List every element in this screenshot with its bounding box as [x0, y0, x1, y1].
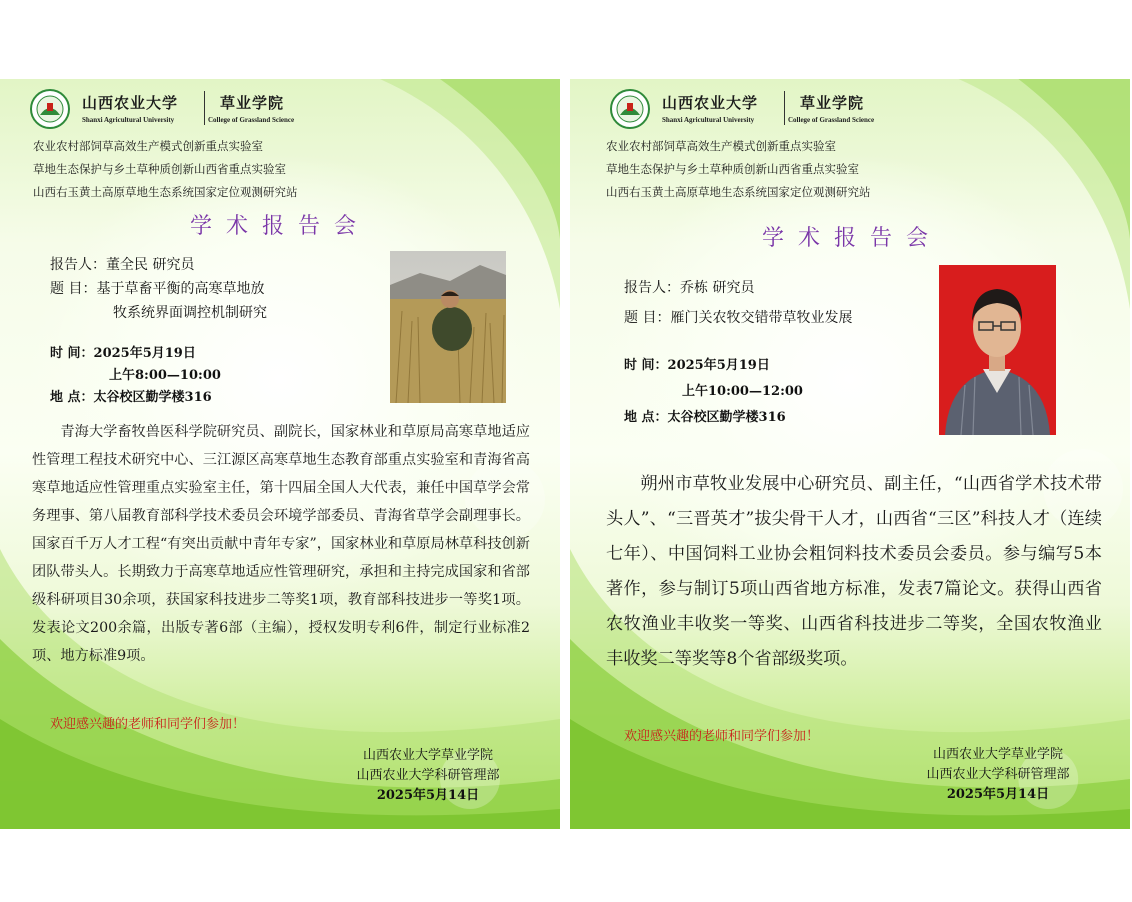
sign-org-1: 山西农业大学草业学院 [362, 748, 493, 763]
sign-org-2: 山西农业大学科研管理部 [356, 768, 500, 783]
speaker-photo [939, 265, 1056, 435]
college-name-cn: 草业学院 [220, 94, 285, 112]
time-line-2: 上午10:00—12:00 [682, 384, 803, 399]
header-divider [784, 91, 785, 125]
speaker-photo-image [390, 251, 506, 403]
topic-line-2: 牧系统界面调控机制研究 [113, 305, 267, 321]
time-line-2: 上午8:00—10:00 [109, 368, 221, 383]
speaker-bio: 青海大学畜牧兽医科学院研究员、副院长，国家林业和草原局高寒草地适应性管理工程技术研究中心、三江源区高寒草地生态教育部重点实验室和青海省高寒草地适应性管理重点实验室主任，第十四届全国人大代表，兼任中国草学会常务理事、第八届教育部科学技术委员会环境学部委员、青海省草学会副理事长。国家百千万人才工程“有突出贡献中青年专家”，国家林业和草原局林草科技创新团队带头人。长期致力于高寒草地适应性管理研究，承担和主持完成国家和省部级科研项目30余项，获国家科技进步二等奖1项，教育部科技进步一等奖1项。发表论文200余篇，出版专著6部（主编），授权发明专利6件，制定行业标准2项、地方标准9项。 [32, 424, 530, 664]
sign-org-2: 山西农业大学科研管理部 [926, 767, 1070, 782]
college-name-en: College of Grassland Science [788, 116, 875, 124]
lab-list [33, 135, 298, 204]
lab-item: 山西右玉黄土高原草地生态系统国家定位观测研究站 [33, 185, 298, 199]
university-name-en: Shanxi Agricultural University [82, 116, 175, 124]
poster-right [570, 79, 1130, 829]
poster-left [0, 79, 560, 829]
speaker: 报告人：董全民 研究员 [50, 257, 195, 273]
welcome-message: 欢迎感兴趣的老师和同学们参加！ [50, 717, 246, 732]
college-name-cn: 草业学院 [800, 94, 865, 112]
place: 地 点：太谷校区勤学楼316 [50, 390, 212, 405]
lab-list [606, 135, 871, 204]
signature-block [318, 746, 538, 806]
speaker: 报告人：乔栋 研究员 [624, 280, 755, 296]
lab-item: 草地生态保护与乡土草种质创新山西省重点实验室 [606, 162, 859, 176]
topic: 题 目：雁门关农牧交错带草牧业发展 [624, 310, 853, 326]
university-logo-icon [30, 89, 70, 129]
signature-block [888, 745, 1108, 805]
lab-item: 农业农村部饲草高效生产模式创新重点实验室 [606, 139, 836, 153]
speaker-bio: 朔州市草牧业发展中心研究员、副主任，“山西省学术技术带头人”、“三晋英才”拔尖骨干人才，山西省“三区”科技人才（连续七年）、中国饲料工业协会粗饲料技术委员会委员。参与编写5本著作，参与制订5项山西省地方标准，发表7篇论文。获得山西省农牧渔业丰收奖一等奖、山西省科技进步二等奖，全国农牧渔业丰收奖二等奖等8个省部级奖项。 [606, 474, 1102, 669]
lab-item: 农业农村部饲草高效生产模式创新重点实验室 [33, 139, 263, 153]
place: 地 点：太谷校区勤学楼316 [624, 410, 786, 425]
sign-date: 2025年5月14日 [946, 787, 1050, 802]
sign-org-1: 山西农业大学草业学院 [932, 747, 1063, 762]
lab-item: 山西右玉黄土高原草地生态系统国家定位观测研究站 [606, 185, 871, 199]
speaker-photo-image [939, 265, 1056, 435]
lab-item: 草地生态保护与乡土草种质创新山西省重点实验室 [33, 162, 286, 176]
report-title: 学术报告会 [762, 226, 943, 251]
header-logo-bar [30, 89, 350, 129]
university-name-en: Shanxi Agricultural University [662, 116, 755, 124]
college-name-en: College of Grassland Science [208, 116, 295, 124]
university-name-cn: 山西农业大学 [662, 94, 759, 112]
header-logo-bar [610, 89, 930, 129]
report-title: 学术报告会 [190, 214, 371, 239]
welcome-message: 欢迎感兴趣的老师和同学们参加！ [624, 729, 820, 744]
university-name-cn: 山西农业大学 [82, 94, 179, 112]
header-divider [204, 91, 205, 125]
topic-line-1: 题 目：基于草畜平衡的高寒草地放 [50, 281, 265, 297]
time-line-1: 时 间：2025年5月19日 [50, 346, 196, 361]
time-line-1: 时 间：2025年5月19日 [624, 358, 770, 373]
university-logo-icon [610, 89, 650, 129]
speaker-photo [390, 251, 506, 403]
sign-date: 2025年5月14日 [376, 788, 480, 803]
